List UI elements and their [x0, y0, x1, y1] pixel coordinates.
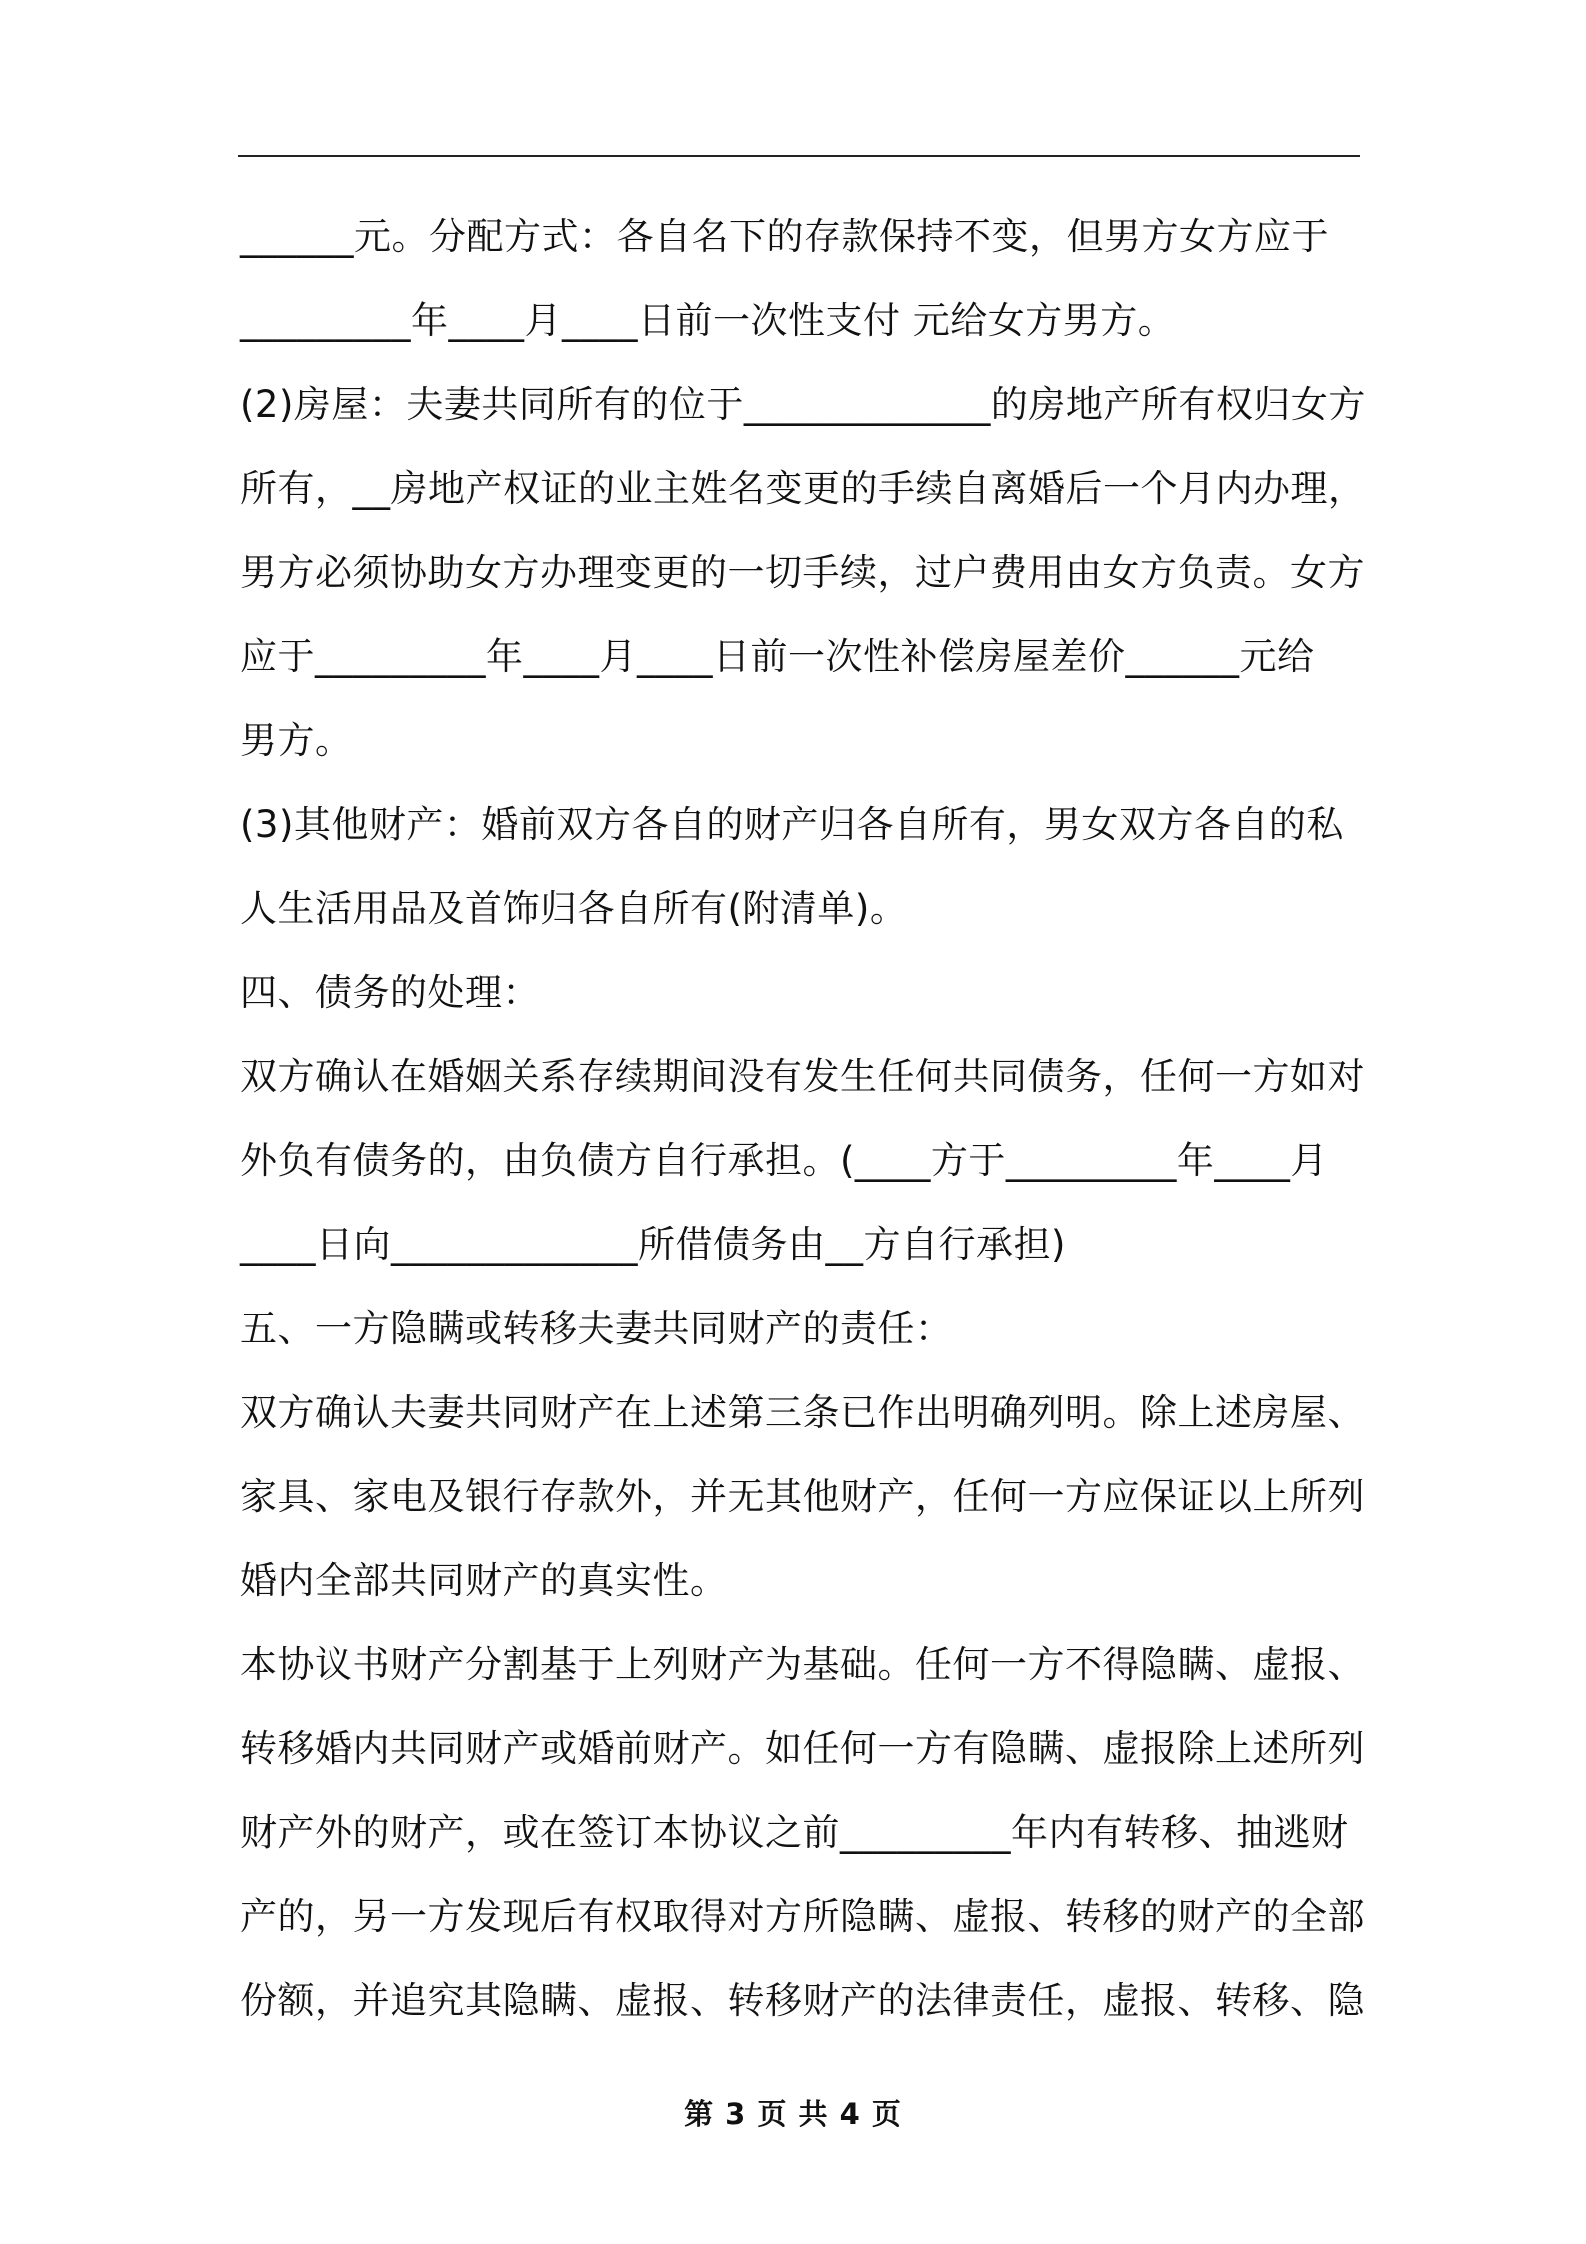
section-heading: 五、一方隐瞒或转移夫妻共同财产的责任：	[240, 1307, 953, 1350]
text-line: 本协议书财产分割基于上列财产为基础。任何一方不得隐瞒、虚报、	[240, 1643, 1365, 1686]
text-line: 家具、家电及银行存款外，并无其他财产，任何一方应保证以上所列	[240, 1475, 1365, 1518]
text-line: 人生活用品及首饰归各自所有(附清单)。	[240, 887, 908, 930]
document-body	[240, 195, 1366, 2043]
text-line: 婚内全部共同财产的真实性。	[240, 1559, 728, 1602]
header-rule	[238, 155, 1360, 157]
text-line: ____日向_____________所借债务由__方自行承担)	[240, 1223, 1066, 1266]
section-heading: 四、债务的处理：	[240, 971, 540, 1014]
text-line: 所有，__房地产权证的业主姓名变更的手续自离婚后一个月内办理，	[240, 467, 1366, 510]
text-line: (3)其他财产：婚前双方各自的财产归各自所有，男女双方各自的私	[240, 803, 1344, 846]
text-line: 份额，并追究其隐瞒、虚报、转移财产的法律责任，虚报、转移、隐	[240, 1979, 1365, 2022]
text-line: 产的，另一方发现后有权取得对方所隐瞒、虚报、转移的财产的全部	[240, 1895, 1365, 1938]
text-line: 双方确认在婚姻关系存续期间没有发生任何共同债务，任何一方如对	[240, 1055, 1365, 1098]
text-line: 转移婚内共同财产或婚前财产。如任何一方有隐瞒、虚报除上述所列	[240, 1727, 1365, 1770]
text-line: 应于_________年____月____日前一次性补偿房屋差价______元给	[240, 635, 1315, 678]
text-line: (2)房屋：夫妻共同所有的位于_____________的房地产所有权归女方	[240, 383, 1366, 426]
text-line: 外负有债务的，由负债方自行承担。(____方于_________年____月	[240, 1139, 1328, 1182]
page-number: 第 3 页 共 4 页	[684, 2097, 902, 2131]
text-line: 财产外的财产，或在签订本协议之前_________年内有转移、抽逃财	[240, 1811, 1349, 1854]
text-line: 男方。	[240, 719, 353, 762]
text-line: 双方确认夫妻共同财产在上述第三条已作出明确列明。除上述房屋、	[240, 1391, 1365, 1434]
text-line: 男方必须协助女方办理变更的一切手续，过户费用由女方负责。女方	[240, 551, 1365, 594]
text-line: ______元。分配方式：各自名下的存款保持不变，但男方女方应于	[240, 215, 1329, 258]
text-line: _________年____月____日前一次性支付 元给女方男方。	[240, 299, 1176, 342]
